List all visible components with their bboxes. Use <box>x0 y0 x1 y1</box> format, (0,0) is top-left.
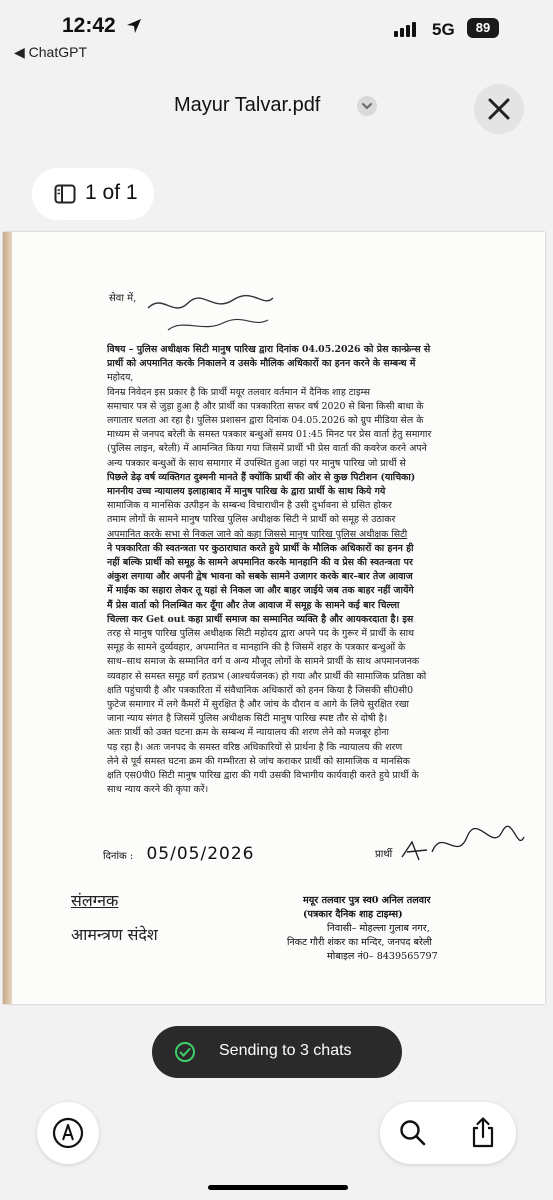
page-indicator[interactable] <box>32 168 154 220</box>
viewer-header <box>0 78 553 138</box>
enclosure-label: संलग्नक <box>71 891 119 910</box>
letter-line: तरह से मानुष पारिख पुलिस अधीक्षक सिटी महोदय द्वारा अपने पद के गुरूर में प्रार्थी के साथ <box>107 628 415 639</box>
salutation: सेवा में, <box>109 293 137 304</box>
letter-line: अन्य पत्रकार बन्धुओं के साथ समागार में उपस्थित हुआ जहां पर मानुष पारिख जो प्रार्थी से <box>107 457 406 469</box>
close-button[interactable] <box>474 84 524 134</box>
letter-line: माननीय उच्च न्यायालय इलाहाबाद में मानुष पारिख के द्वारा प्रार्थी के साथ किये गये <box>107 486 386 497</box>
letter-line: सामाजिक व मानसिक उत्पीड़न के सम्बन्ध विचाराधीन है उसी दुर्भावना से ग्रसित होकर <box>107 500 392 512</box>
letter-line: क्षति पहुंचायी है और पत्रकारिता में संवैधानिक अधिकारों को हनन किया है जिसकी सी0सी0 <box>107 684 414 696</box>
magnifier-icon[interactable] <box>396 1116 430 1150</box>
date-value: 05/05/2026 <box>146 844 255 864</box>
letter-line: साथ–साथ समाज के सम्मानित वर्ग व अन्य मौजूद लोगों के सामने प्रार्थी के साथ अपमानजनक <box>107 656 420 668</box>
letter-line: जाना न्याय संगत है जिसमें पुलिस अधीक्षक सिटी मानुष पारिख स्पष्ट तौर से दोषी है। <box>107 713 388 725</box>
letter-line: प्रार्थी को अपमानित करके निकालने व उसके मौलिक अधिकारों का हनन करने के सम्बन्ध में <box>107 358 416 370</box>
letter-line: अंकुश लगाया और अपनी द्वेष भावना को सबके सामने उजागर करके बार–बार तेज आवाज <box>107 571 413 583</box>
network-type: 5G <box>432 20 455 39</box>
location-arrow-icon <box>126 18 142 34</box>
letter-line: महोदय, <box>107 372 134 384</box>
share-icon[interactable] <box>466 1115 500 1151</box>
sender-phone: मोबाइल नं0– 8439565797 <box>327 951 438 962</box>
letter-line: में माईक का सहारा लेकर तू यहां से निकल जा और बाहर जाईये जब तक बाहर नहीं जायेंगे <box>107 585 414 597</box>
back-to-app-link[interactable]: ◀ ChatGPT <box>14 44 88 60</box>
sender-block <box>287 894 438 964</box>
letter-line: साथ न्याय करने की कृपा करें। <box>107 784 209 796</box>
page-edge <box>3 232 12 1004</box>
letter-line: तमाम लोगों के सामने मानुष पारिख पुलिस अधीक्षक सिटी ने प्रार्थी को समूह से उठाकर <box>107 514 396 526</box>
letter-line: माध्यम से जनपद बरेली के समस्त पत्रकार बन्धुओं समय 01:45 मिनट पर प्रेस वार्ता हेतु समागार <box>107 429 432 441</box>
enclosure-item: आमन्त्रण संदेश <box>71 925 158 944</box>
letter-line: व्यवहार से समस्त समूह वर्ग हतप्रभ (आश्चर्यजनक) हो गया और प्रार्थी की सामाजिक प्रतिष्ठा को <box>107 670 427 682</box>
letter-line: मैं प्रेस वार्ता को निलम्बित कर दूँगा और तेज आवाज में समूह के सामने कई बार चिल्ला <box>107 599 400 611</box>
letter-line: विनम्र निवेदन इस प्रकार है कि प्रार्थी मयूर तलवार वर्तमान में दैनिक शाह टाइम्स <box>107 386 370 398</box>
letter-line: समाचार पत्र से जुड़ा हुआ है और प्रार्थी का पत्रकारिता सफर वर्ष 2020 से बिना किसी बाधा के <box>107 400 424 412</box>
letter-line: पड़ रहा है। अतः जनपद के समस्त वरिष्ठ अधिकारियों से प्रार्थना है कि न्यायालय की शरण <box>107 741 403 753</box>
letter-line: लगातार चलता आ रहा है। पुलिस प्रशासन द्वारा दिनांक 04.05.2026 को ग्रुप मीडिया सेल के <box>107 415 424 426</box>
chevron-down-icon <box>357 96 377 116</box>
letter-line: लेने से पूर्व समस्त घटना क्रम की गम्भीरता से जांच कराकर प्रार्थी को सामाजिक व मानसिक <box>107 755 410 767</box>
battery-indicator: 89 <box>467 18 499 38</box>
addressee-handwriting <box>143 288 283 338</box>
cellular-signal-icon <box>394 22 416 37</box>
letter-line: फुटेज समागार में लगे कैमरों में सुरक्षित है और जांच के दौरान व आगे के लिये सुरक्षित रखा <box>107 699 409 710</box>
sender-org: (पत्रकार दैनिक शाह टाइम्स) <box>303 909 403 920</box>
letter-line: चिल्ला कर Get out कहा प्रार्थी समाज का सम्मानित व्यक्ति है और आयकरदाता है। इस <box>107 613 414 625</box>
sidebar-icon <box>54 184 76 204</box>
clock: 12:42 <box>62 14 116 37</box>
sending-toast <box>152 1026 402 1078</box>
pen-circle-icon <box>37 1102 99 1164</box>
toast-text: Sending to 3 chats <box>219 1042 352 1059</box>
date-label: दिनांक : <box>103 851 134 862</box>
pdf-page[interactable] <box>3 232 545 1004</box>
home-indicator <box>208 1185 348 1190</box>
page-count-label: 1 of 1 <box>85 181 138 204</box>
signature <box>397 822 527 872</box>
enclosure-block <box>71 884 158 952</box>
letter-line: ने पत्रकारिता की स्वतन्त्रता पर कुठाराघात करते हुये प्रार्थी के मौलिक अधिकारों का हनन ही <box>107 542 414 554</box>
letter-line: विषय – पुलिस अधीक्षक सिटी मानुष पारिख द्वारा दिनांक 04.05.2026 को प्रेस कान्फ्रेन्स से <box>107 344 431 355</box>
letter-line: अपमानित करके सभा से निकल जाने को कहा जिससे मानुष पारिख पुलिस अधीक्षक सिटी <box>107 528 408 540</box>
title-menu-button[interactable] <box>357 96 377 116</box>
sender-address-2: निकट गौरी शंकर का मन्दिर, जनपद बरेली <box>287 937 432 948</box>
close-icon <box>474 84 524 134</box>
bottom-action-group <box>380 1102 516 1164</box>
check-circle-icon <box>174 1041 196 1063</box>
letter-line: नहीं बल्कि प्रार्थी को समूह के सामने अपमानित करके मानहानि की व प्रेस की स्वतन्त्रता पर <box>107 557 413 568</box>
letter-line: समूह के सामने दुर्व्यवहार, अपमानित व मानहानि की है जिसमें शहर के पत्रकार बन्धुओं के <box>107 642 406 654</box>
letter-line: क्षति एस0पी0 सिटी मानुष पारिख द्वारा की गयी उसकी विभागीय कार्यवाही करते हुये प्रार्थी के <box>107 770 419 781</box>
letter-line: अतः प्रार्थी को उक्त घटना क्रम के सम्बन्ध में न्यायालय की शरण लेने को मजबूर होना <box>107 727 389 739</box>
date-block <box>103 844 254 864</box>
status-bar <box>0 0 553 70</box>
sender-address-1: निवासी– मोहल्ला गुलाब नगर, <box>327 923 430 934</box>
signature-label: प्रार्थी <box>375 849 393 860</box>
document-title[interactable]: Mayur Talvar.pdf <box>174 94 321 116</box>
sender-name: मयूर तलवार पुत्र स्व0 अनिल तलवार <box>303 895 431 906</box>
letter-line: पिछले डेढ़ वर्ष व्यक्तिगत दुश्मनी मानते हैं क्योंकि प्रार्थी की ओर से कुछ पिटीशन (याचिका) <box>107 471 416 483</box>
letter-line: (पुलिस लाइन, बरेली) में आमन्त्रित किया गया जिसमें प्रार्थी भी प्रेस वार्ता की कवरेज करने अपने <box>107 443 427 455</box>
markup-button[interactable] <box>37 1102 99 1164</box>
